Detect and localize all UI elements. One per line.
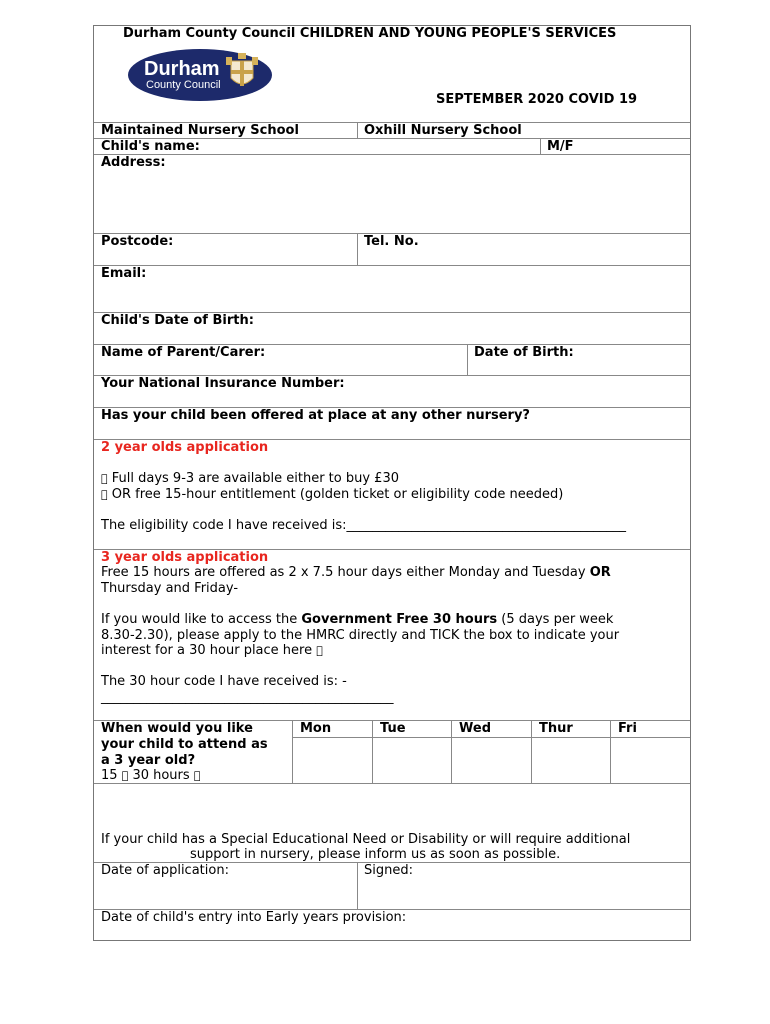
option-free-hours-text: OR free 15-hour entitlement (golden ticket or eligibility code needed) <box>101 487 553 502</box>
form-title: Durham County Council CHILDREN AND YOUNG PEOPLE'S SERVICES <box>123 26 617 41</box>
thirty-hour-code-underline[interactable]: _____________________________________________ <box>101 690 394 705</box>
child-name-label: Child's name: <box>101 139 200 154</box>
telephone-label: Tel. No. <box>364 234 419 249</box>
date-of-application-label: Date of application: <box>101 863 229 878</box>
entry-date-label: Date of child's entry into Early years provision: <box>101 910 407 925</box>
school-name: Oxhill Nursery School <box>364 123 522 138</box>
thirty-hour-checkbox-icon[interactable] <box>316 644 323 657</box>
checkbox-icon[interactable] <box>101 488 108 501</box>
hours-15-checkbox-icon[interactable] <box>122 769 129 782</box>
day-header-thur: Thur <box>539 721 573 736</box>
sen-notice-line1: If your child has a Special Educational Need or Disability or will require additional <box>101 832 631 847</box>
thirty-hours-line1: If you would like to access the Government Free 30 hours (5 days per week <box>101 612 614 627</box>
maintained-nursery-label: Maintained Nursery School <box>101 123 299 138</box>
parent-dob-label: Date of Birth: <box>474 345 574 360</box>
thirty-hours-line3: interest for a 30 hour place here <box>101 643 323 659</box>
day-header-wed: Wed <box>459 721 491 736</box>
thirty-hour-code-label: The 30 hour code I have received is: - <box>101 674 347 689</box>
hours-30-label: 30 hours <box>121 768 179 783</box>
gender-label: M/F <box>547 139 574 154</box>
signed-label: Signed: <box>364 863 413 878</box>
attendance-question-line2: your child to attend as <box>101 737 268 752</box>
attendance-hours-choice <box>101 768 200 784</box>
durham-county-council-logo <box>127 48 273 102</box>
two-year-option-free-hours[interactable] <box>101 487 563 503</box>
two-year-heading: 2 year olds application <box>101 440 269 455</box>
logo-word-durham: Durham <box>144 58 220 80</box>
attendance-question-line1: When would you like <box>101 721 253 736</box>
logo-word-county-council: County Council <box>146 79 221 91</box>
address-label: Address: <box>101 155 166 170</box>
three-year-heading: 3 year olds application <box>101 550 269 565</box>
thirty-hours-line2: 8.30-2.30), please apply to the HMRC directly and TICK the box to indicate your <box>101 628 620 643</box>
two-year-option-full-days[interactable] <box>101 471 399 487</box>
day-header-mon: Mon <box>300 721 332 736</box>
national-insurance-label: Your National Insurance Number: <box>101 376 345 391</box>
hours-30-checkbox-icon[interactable] <box>194 769 201 782</box>
checkbox-icon[interactable] <box>101 472 108 485</box>
child-dob-label: Child's Date of Birth: <box>101 313 254 328</box>
day-header-fri: Fri <box>618 721 637 736</box>
three-year-line1: Free 15 hours are offered as 2 x 7.5 hour days either Monday and Tuesday OR <box>101 565 611 580</box>
hours-15-label: 15 <box>101 768 118 783</box>
sen-notice-line2: support in nursery, please inform us as soon as possible. <box>190 847 561 862</box>
form-subtitle: SEPTEMBER 2020 COVID 19 <box>436 92 638 107</box>
three-year-line2: Thursday and Friday- <box>101 581 239 596</box>
postcode-label: Postcode: <box>101 234 174 249</box>
email-label: Email: <box>101 266 147 281</box>
attendance-question-line3: a 3 year old? <box>101 753 196 768</box>
parent-name-label: Name of Parent/Carer: <box>101 345 266 360</box>
option-full-days-text: Full days 9-3 are available either to buy £30 <box>101 471 389 486</box>
other-nursery-question: Has your child been offered at place at any other nursery? <box>101 408 530 423</box>
day-header-tue: Tue <box>380 721 406 736</box>
eligibility-code-line[interactable]: The eligibility code I have received is:___________________________________________ <box>101 518 627 533</box>
application-form <box>93 25 691 941</box>
